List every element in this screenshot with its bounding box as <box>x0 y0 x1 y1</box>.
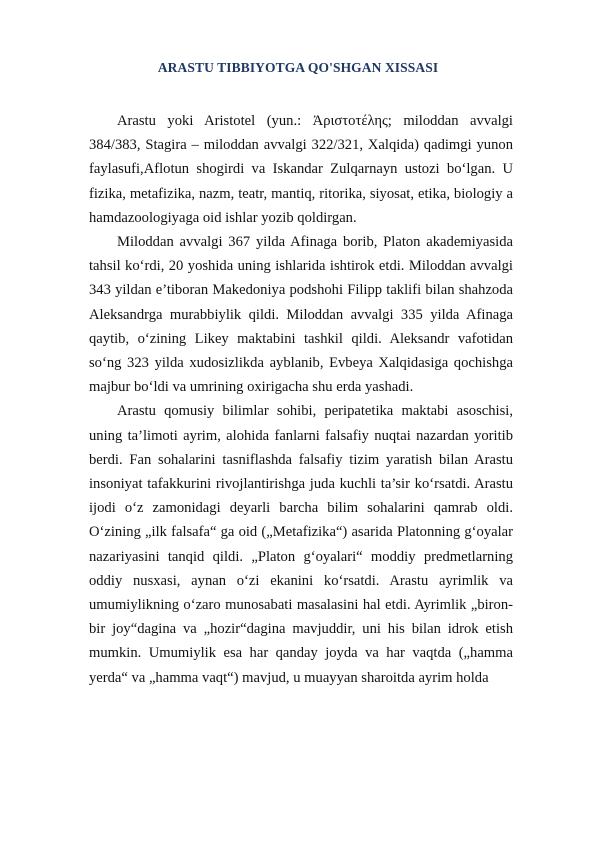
document-body <box>89 109 513 690</box>
paragraph-3: Arastu qomusiy bilimlar sohibi, peripatetika maktabi asoschisi, uning ta’limoti ayrim, alohida fanlarni falsafiy nuqtai nazardan yoritib berdi. Fan sohalarini tasniflashda falsafiy tizim yaratish bilan Arastu insoniyat tafakkurini rivojlantirishga juda kuchli ta’sir ko‘rsatdi. Arastu ijodi o‘z zamonidagi deyarli barcha bilim sohalarini qamrab oldi. O‘zining „ilk falsafa“ ga oid („Metafizika“) asarida Platonning g‘oyalar nazariyasini tanqid qildi. „Platon g‘oyalari“ moddiy predmetlarning oddiy nusxasi, aynan o‘zi ekanini ko‘rsatdi. Arastu ayrimlik va umumiylikning o‘zaro munosabati masalasini hal etdi. Ayrimlik „biron-bir joy“dagina va „hozir“dagina mavjuddir, uni his bilan idrok etish mumkin. Umumiylik esa har qanday joyda va har vaqtda („hamma yerda“ va „hamma vaqt“) mavjud, u muayyan sharoitda ayrim holda <box>89 403 513 686</box>
paragraph-1: Arastu yoki Aristotel (yun.: Ἀριστοτέλης; miloddan avvalgi 384/383, Stagira – miloddan avvalgi 322/321, Xalqida) qadimgi yunon faylasufi,Aflotun shogirdi va Iskandar Zulqarnayn ustozi bo‘lgan. U fizika, metafizika, nazm, teatr, mantiq, ritorika, siyosat, etika, biologiy a hamdazoologiyaga oid ishlar yozib qoldirgan. <box>89 113 513 226</box>
paragraph-2: Miloddan avvalgi 367 yilda Afinaga borib, Platon akademiyasida tahsil ko‘rdi, 20 yoshida uning ishlarida ishtirok etdi. Miloddan avvalgi 343 yildan e’tiboran Makedoniya podshohi Filipp taklifi bilan shahzoda Aleksandrga murabbiylik qildi. Miloddan avvalgi 335 yilda Afinaga qaytib, o‘zining Likey maktabini tashkil qildi. Aleksandr vafotidan so‘ng 323 yilda xudosizlikda ayblanib, Evbeya Xalqidasiga qochishga majbur bo‘ldi va umrining oxirigacha shu erda yashadi. <box>89 234 513 396</box>
document-title: ARASTU TIBBIYOTGA QO'SHGAN XISSASI <box>157 60 439 75</box>
